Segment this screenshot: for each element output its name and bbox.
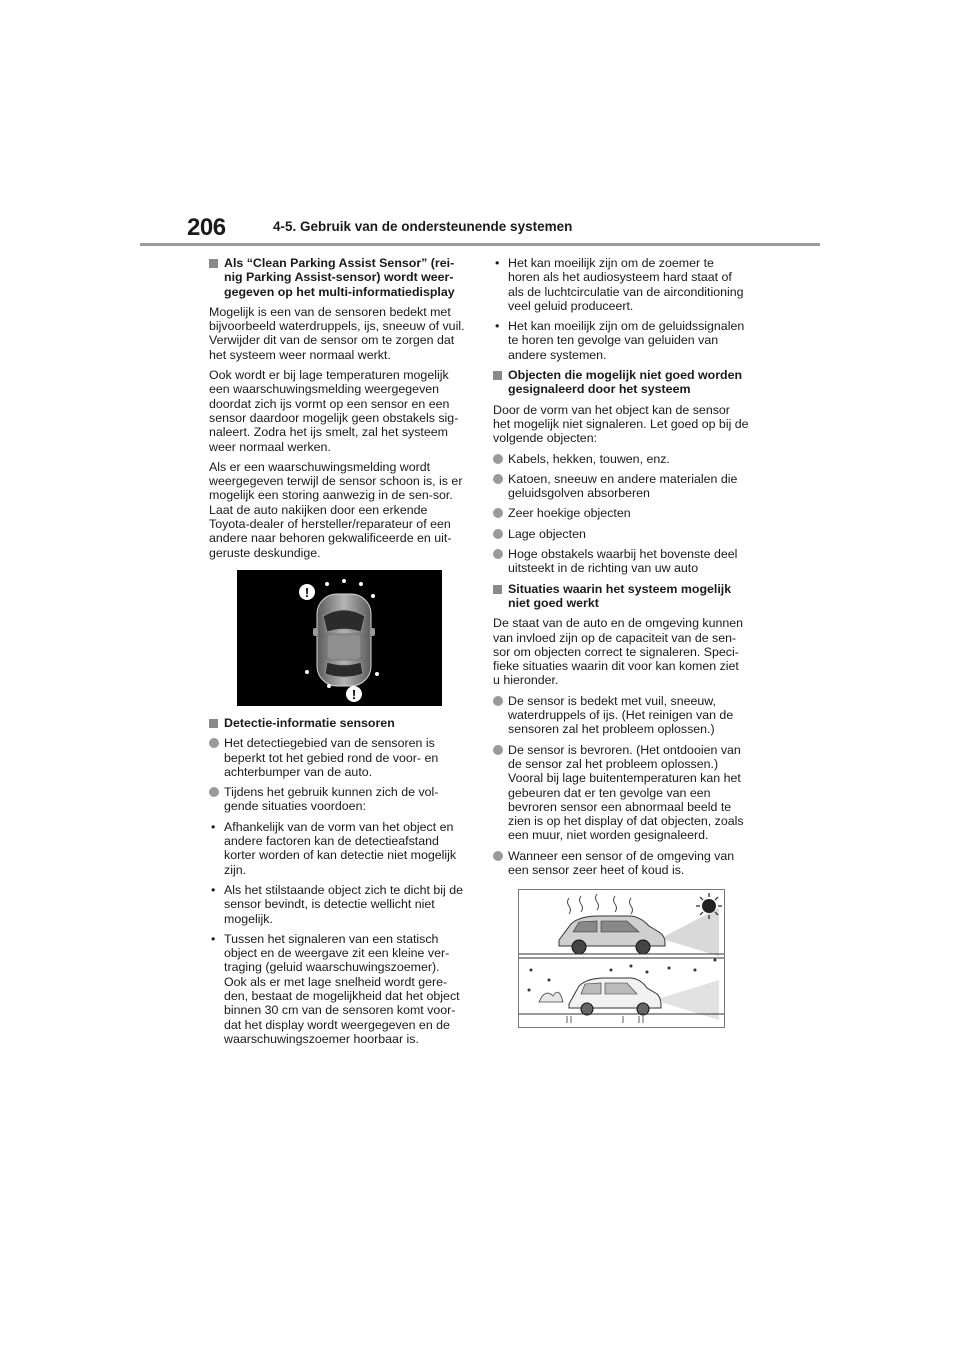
bullet-item: De sensor is bevroren. (Het ontdooien van de sensor zal het probleem oplossen.) Vooral bij lage buitentemperaturen kan het gebeuren dat er ten gevolge van een bevroren sensor een abnormaal beeld te zien is op het display of dat objecten, zoals een muur, niet worden gesignaleerd.: [493, 743, 749, 843]
subheading-situations: Situaties waarin het systeem mogelijk niet goed werkt: [493, 582, 749, 611]
header-rule: [140, 243, 820, 246]
bullet-item: Wanneer een sensor of de omgeving van een sensor zeer heet of koud is.: [493, 849, 749, 878]
sub-bullet-item: • Afhankelijk van de vorm van het object en andere factoren kan de detectieafstand korter worden of kan detectie niet mogelijk zijn.: [209, 820, 465, 877]
car-icon: [559, 916, 665, 954]
weather-conditions-illustration: [519, 890, 724, 1027]
left-column: [209, 256, 465, 1052]
car-top-view: [313, 594, 375, 686]
snowman-icon: [539, 992, 563, 1002]
bullet-item: De sensor is bedekt met vuil, sneeuw, waterdruppels of ijs. (Het reinigen van de sensoren zal het probleem oplossen.): [493, 694, 749, 737]
sub-bullet-item: • Het kan moeilijk zijn om de geluidssignalen te horen ten gevolge van geluiden van andere systemen.: [493, 319, 749, 362]
warning-glyph: !: [304, 584, 310, 600]
subheading-objects: Objecten die mogelijk niet goed worden gesignaleerd door het systeem: [493, 368, 749, 397]
warning-glyph: !: [351, 686, 357, 702]
bullet-item: Hoge obstakels waarbij het bovenste deel uitsteekt in de richting van uw auto: [493, 547, 749, 576]
bullet-item: Katoen, sneeuw en andere materialen die geluidsgolven absorberen: [493, 472, 749, 501]
bullet-item: Tijdens het gebruik kunnen zich de vol-gende situaties voordoen:: [209, 785, 465, 814]
page-number: 206: [187, 214, 226, 241]
bullet-item: Kabels, hekken, touwen, enz.: [493, 452, 749, 466]
bullet-item: Zeer hoekige objecten: [493, 506, 749, 520]
warning-icon: [299, 584, 315, 600]
paragraph: Mogelijk is een van de sensoren bedekt met bijvoorbeeld waterdruppels, ijs, sneeuw of vuil. Verwijder dit van de sensor om te zorgen dat het systeem weer normaal werkt.: [209, 304, 465, 362]
sensor-wave-icon: [665, 908, 719, 956]
paragraph: De staat van de auto en de omgeving kunnen van invloed zijn op de capaciteit van de sen-sor om objecten correct te signaleren. Speci-fieke situaties waarin dit voor kan komen ziet u hieronder.: [493, 616, 744, 688]
paragraph: Als er een waarschuwingsmelding wordt weergegeven terwijl de sensor schoon is, is er mogelijk een storing aanwezig in de sen-sor. Laat de auto nakijken door een erkende Toyota-dealer of hersteller/reparateur of een andere naar behoren gekwalificeerde en uit-geruste deskundige.: [209, 459, 463, 560]
subheading-detection-info: Detectie-informatie sensoren: [209, 716, 465, 730]
car-icon: [569, 978, 661, 1015]
section-title: 4-5. Gebruik van de ondersteunende systemen: [273, 219, 573, 234]
warning-icon: [346, 686, 362, 702]
heat-scene: [519, 893, 724, 956]
subheading-clean-sensor: Als “Clean Parking Assist Sensor” (rei-nig Parking Assist-sensor) wordt weer-gegeven op het multi-informatiedisplay: [209, 256, 465, 299]
sub-bullet-item: • Tussen het signaleren van een statisch object en de weergave zit een kleine ver-traging (geluid waarschuwingszoemer). Ook als er met lage snelheid wordt gere-den, bestaat de mogelijkheid dat het object binnen 30 cm van de sensoren komt voor-dat het display wordt weergegeven en de waarschuwingszoemer hoorbaar is.: [209, 932, 465, 1046]
sub-bullet-item: • Het kan moeilijk zijn om de zoemer te horen als het audiosysteem hard staat of als de luchtcirculatie van de airconditioning veel geluid produceert.: [493, 256, 749, 313]
bullet-item: Lage objecten: [493, 527, 749, 541]
page-header: [140, 208, 820, 248]
paragraph: Door de vorm van het object kan de sensor het mogelijk niet signaleren. Let goed op bij de volgende objecten:: [493, 402, 749, 446]
bullet-item: Het detectiegebied van de sensoren is beperkt tot het gebied rond de voor- en achterbumper van de auto.: [209, 736, 465, 779]
ice-crystal-icons: [567, 1016, 643, 1023]
paragraph: Ook wordt er bij lage temperaturen mogelijk een waarschuwingsmelding weergegeven doordat zich ijs vormt op een sensor en een sensor daardoor mogelijk geen obstakels sig-naleert. Zodra het ijs smelt, zal het systeem weer normaal werken.: [209, 368, 459, 454]
weather-conditions-figure: [518, 889, 725, 1028]
heat-wave-icon: [568, 894, 633, 914]
sensor-display-figure: [237, 570, 442, 706]
cold-scene: [519, 959, 724, 1024]
sub-bullet-item: • Als het stilstaande object zich te dicht bij de sensor bevindt, is detectie wellicht niet mogelijk.: [209, 883, 465, 926]
sensor-display-illustration: [237, 570, 442, 706]
right-column: [493, 256, 749, 1028]
